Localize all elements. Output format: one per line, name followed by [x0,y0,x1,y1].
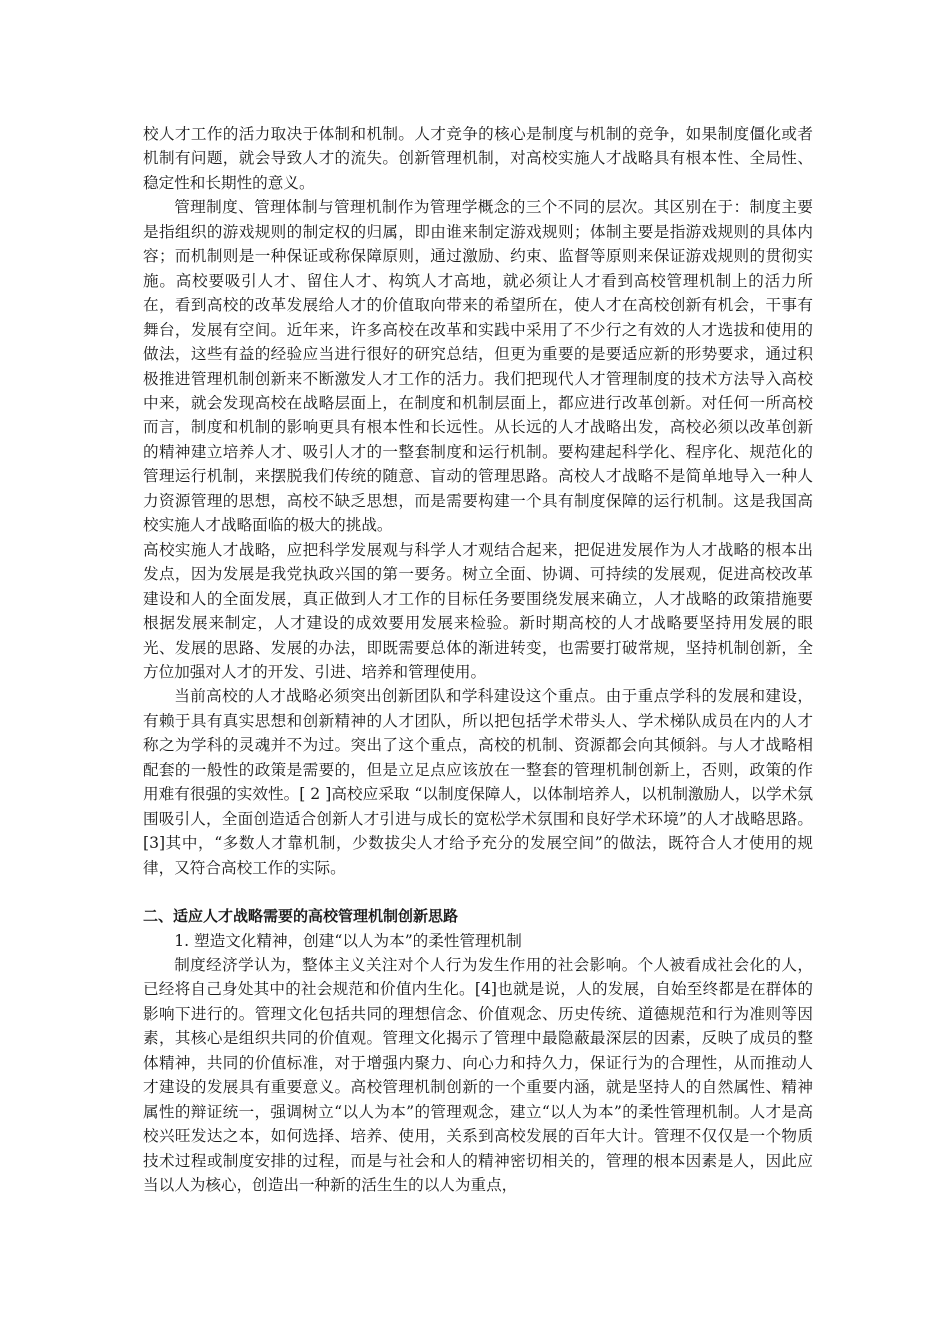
document-body [143,122,813,1197]
paragraph-4: 当前高校的人才战略必须突出创新团队和学科建设这个重点。由于重点学科的发展和建设，有赖于具有真实思想和创新精神的人才团队，所以把包括学术带头人、学术梯队成员在内的人才称之为学科的灵魂并不为过。突出了这个重点，高校的机制、资源都会向其倾斜。与人才战略相配套的一般性的政策是需要的，但是立足点应该放在一整套的管理机制创新上，否则，政策的作用难有很强的实效性。[ 2 ]高校应采取 “以制度保障人，以体制培养人，以机制激励人，以学术氛围吸引人，全面创造适合创新人才引进与成长的宽松学术氛围和良好学术环境”的人才战略思路。[3]其中，“多数人才靠机制，少数拔尖人才给予充分的发展空间”的做法，既符合人才使用的规律，又符合高校工作的实际。 [143,687,813,877]
paragraph-3: 高校实施人才战略，应把科学发展观与科学人才观结合起来，把促进发展作为人才战略的根本出发点，因为发展是我党执政兴国的第一要务。树立全面、协调、可持续的发展观，促进高校改革建设和人的全面发展，真正做到人才工作的目标任务要围绕发展来确立，人才战略的政策措施要根据发展来制定，人才建设的成效要用发展来检验。新时期高校的人才战略要坚持用发展的眼光、发展的思路、发展的办法，即既需要总体的渐进转变，也需要打破常规，坚持机制创新，全方位加强对人才的开发、引进、培养和管理使用。 [143,540,813,681]
paragraph-1-continued: 校人才工作的活力取决于体制和机制。人才竞争的核心是制度与机制的竞争，如果制度僵化或者机制有问题，就会导致人才的流失。创新管理机制，对高校实施人才战略具有根本性、全局性、稳定性和长期性的意义。 [143,125,813,192]
subsection-heading: 1. 塑造文化精神，创建“以人为本”的柔性管理机制 [174,931,522,950]
paragraph-2: 管理制度、管理体制与管理机制作为管理学概念的三个不同的层次。其区别在于：制度主要是指组织的游戏规则的制定权的归属，即由谁来制定游戏规则；体制主要是指游戏规则的具体内容；而机制则是一种保证或称保障原则，通过激励、约束、监督等原则来保证游戏规则的贯彻实施。高校要吸引人才、留住人才、构筑人才高地，就必须让人才看到高校管理机制上的活力所在，看到高校的改革发展给人才的价值取向带来的希望所在，使人才在高校创新有机会，干事有舞台，发展有空间。近年来，许多高校在改革和实践中采用了不少行之有效的人才选拔和使用的做法，这些有益的经验应当进行很好的研究总结，但更为重要的是要适应新的形势要求，通过积极推进管理机制创新来不断激发人才工作的活力。我们把现代人才管理制度的技术方法导入高校中来，就会发现高校在战略层面上，在制度和机制层面上，都应进行改革创新。对任何一所高校而言，制度和机制的影响更具有根本性和长远性。从长远的人才战略出发，高校必须以改革创新的精神建立培养人才、吸引人才的一整套制度和运行机制。要构建起科学化、程序化、规范化的管理运行机制，来摆脱我们传统的随意、盲动的管理思路。高校人才战略不是简单地导入一种人力资源管理的思想，高校不缺乏思想，而是需要构建一个具有制度保障的运行机制。这是我国高校实施人才战略面临的极大的挑战。 [143,198,813,535]
paragraph-5: 制度经济学认为，整体主义关注对个人行为发生作用的社会影响。个人被看成社会化的人，已经将自己身处其中的社会规范和价值内生化。[4]也就是说，人的发展，自始至终都是在群体的影响下进行的。管理文化包括共同的理想信念、价值观念、历史传统、道德规范和行为准则等因素，其核心是组织共同的价值观。管理文化揭示了管理中最隐蔽最深层的因素，反映了成员的整体精神，共同的价值标准，对于增强内聚力、向心力和持久力，保证行为的合理性，从而推动人才建设的发展具有重要意义。高校管理机制创新的一个重要内涵，就是坚持人的自然属性、精神属性的辩证统一，强调树立“以人为本”的管理观念，建立“以人为本”的柔性管理机制。人才是高校兴旺发达之本，如何选择、培养、使用，关系到高校发展的百年大计。管理不仅仅是一个物质技术过程或制度安排的过程，而是与社会和人的精神密切相关的，管理的根本因素是人，因此应当以人为核心，创造出一种新的活生生的以人为重点， [143,955,813,1195]
section-heading: 二、适应人才战略需要的高校管理机制创新思路 [143,907,459,926]
